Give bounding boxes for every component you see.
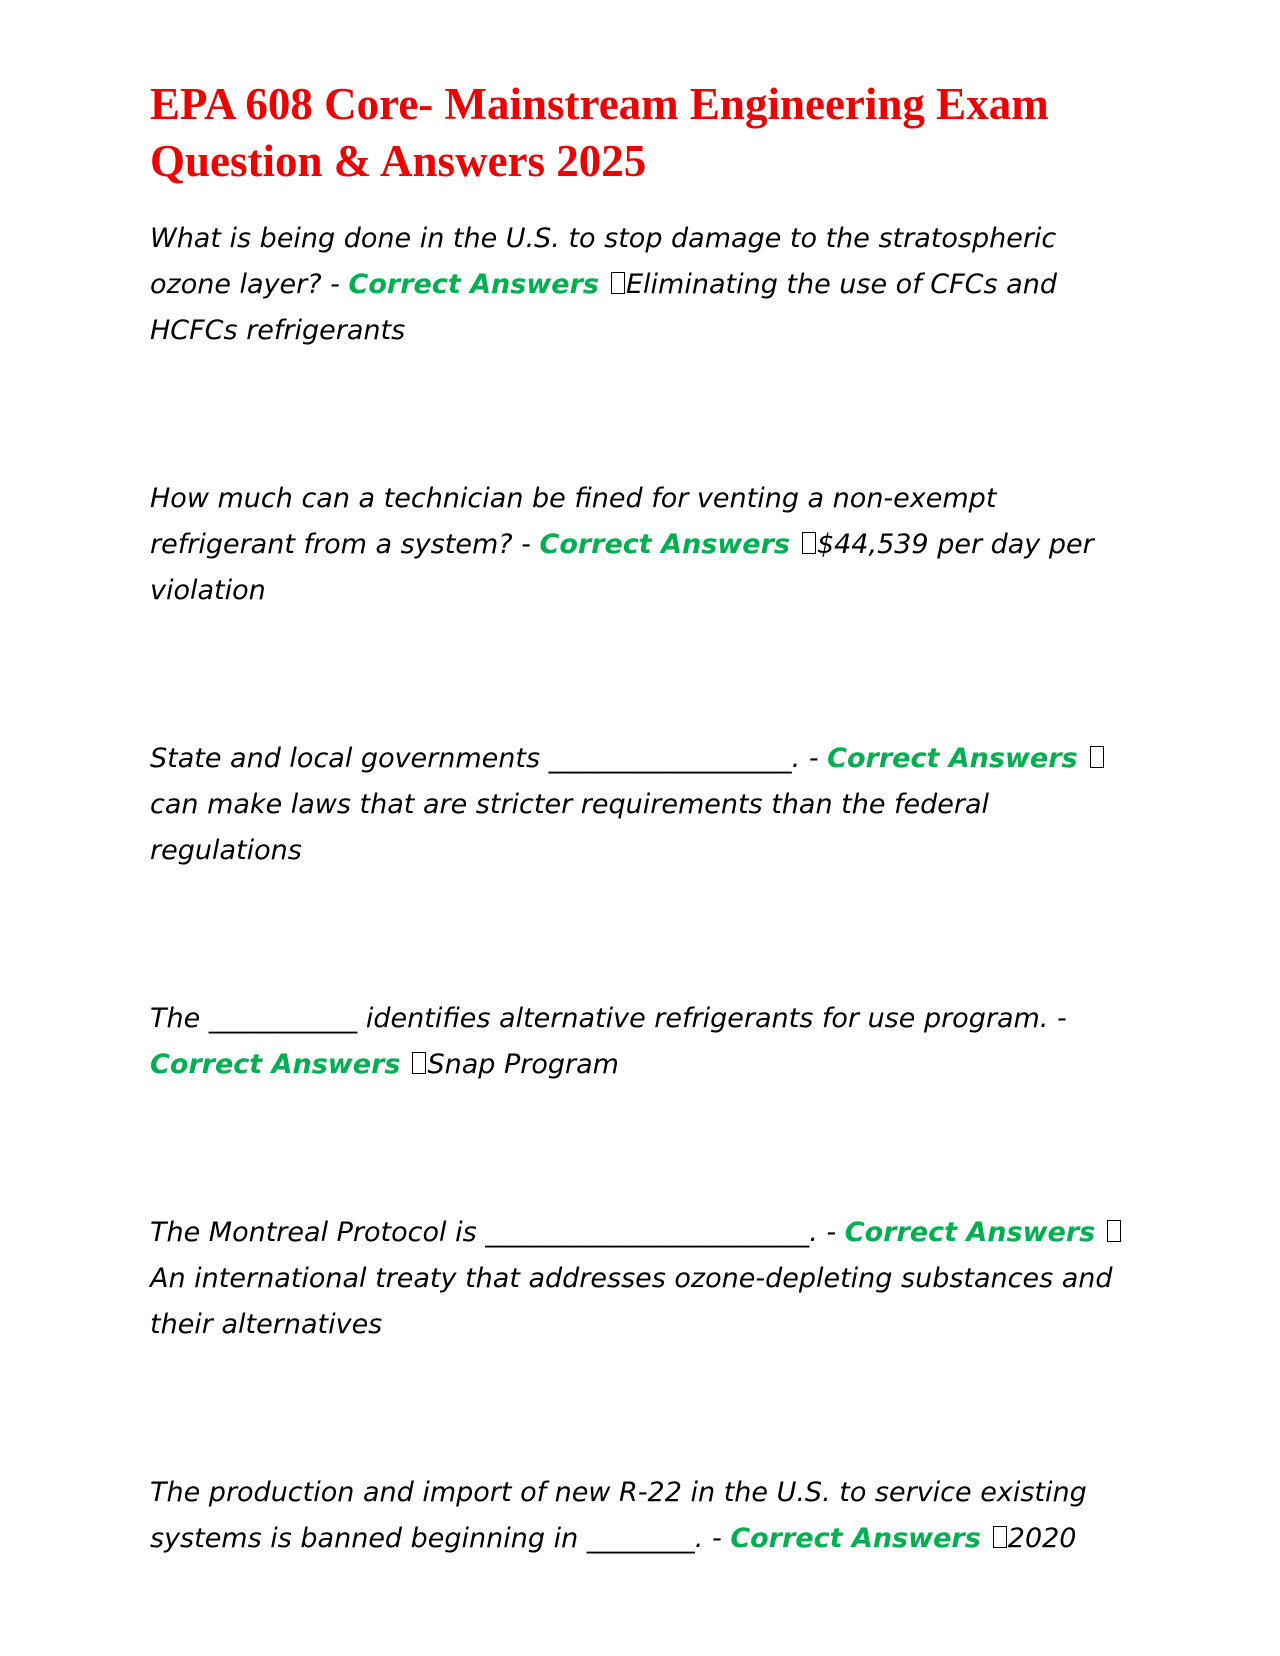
question-text: What is being done in the U.S. to stop damage to the stratospheric ozone layer? bbox=[150, 223, 1057, 300]
question-text: State and local governments __________________. bbox=[150, 743, 801, 774]
answer-text: Eliminating the use of CFCs and HCFCs refrigerants bbox=[150, 269, 1057, 346]
separator: - bbox=[512, 529, 540, 560]
qa-item bbox=[150, 996, 1140, 1088]
correct-answers-label: Correct Answers bbox=[539, 529, 790, 560]
document-title: EPA 608 Core- Mainstream Engineering Exam Question & Answers 2025 bbox=[150, 79, 1049, 186]
missing-glyph-icon bbox=[1107, 1220, 1121, 1242]
separator: - bbox=[703, 1523, 731, 1554]
missing-glyph-icon bbox=[412, 1052, 426, 1074]
correct-answers-label: Correct Answers bbox=[348, 269, 599, 300]
qa-item bbox=[150, 736, 1140, 874]
correct-answers-label: Correct Answers bbox=[844, 1217, 1096, 1248]
question-text: How much can a technician be fined for venting a non-exempt refrigerant from a system? bbox=[150, 483, 997, 560]
separator: - bbox=[800, 743, 828, 774]
missing-glyph-icon bbox=[611, 272, 625, 294]
question-text: The Montreal Protocol is ________________________. bbox=[150, 1217, 818, 1248]
question-text: The production and import of new R-22 in the U.S. to service existing systems is banned beginning in ________. bbox=[150, 1477, 1087, 1554]
missing-glyph-icon bbox=[1090, 746, 1104, 768]
correct-answers-label: Correct Answers bbox=[730, 1523, 981, 1554]
separator: - bbox=[1048, 1003, 1067, 1034]
answer-text: An international treaty that addresses ozone-depleting substances and their alternatives bbox=[150, 1263, 1113, 1340]
missing-glyph-icon bbox=[802, 532, 816, 554]
separator: - bbox=[817, 1217, 845, 1248]
question-text: The ___________ identifies alternative refrigerants for use program. bbox=[150, 1003, 1049, 1034]
qa-item bbox=[150, 1210, 1140, 1348]
qa-item bbox=[150, 476, 1140, 614]
missing-glyph-icon bbox=[993, 1526, 1007, 1548]
answer-text: 2020 bbox=[1007, 1523, 1077, 1554]
separator: - bbox=[321, 269, 349, 300]
document-page bbox=[150, 76, 1140, 1562]
correct-answers-label: Correct Answers bbox=[150, 1049, 401, 1080]
answer-text: can make laws that are stricter requirements than the federal regulations bbox=[150, 789, 990, 866]
qa-item bbox=[150, 216, 1140, 354]
answer-text: $44,539 per day per violation bbox=[150, 529, 1094, 606]
qa-item bbox=[150, 1470, 1140, 1562]
correct-answers-label: Correct Answers bbox=[827, 743, 1078, 774]
answer-text: Snap Program bbox=[427, 1049, 619, 1080]
